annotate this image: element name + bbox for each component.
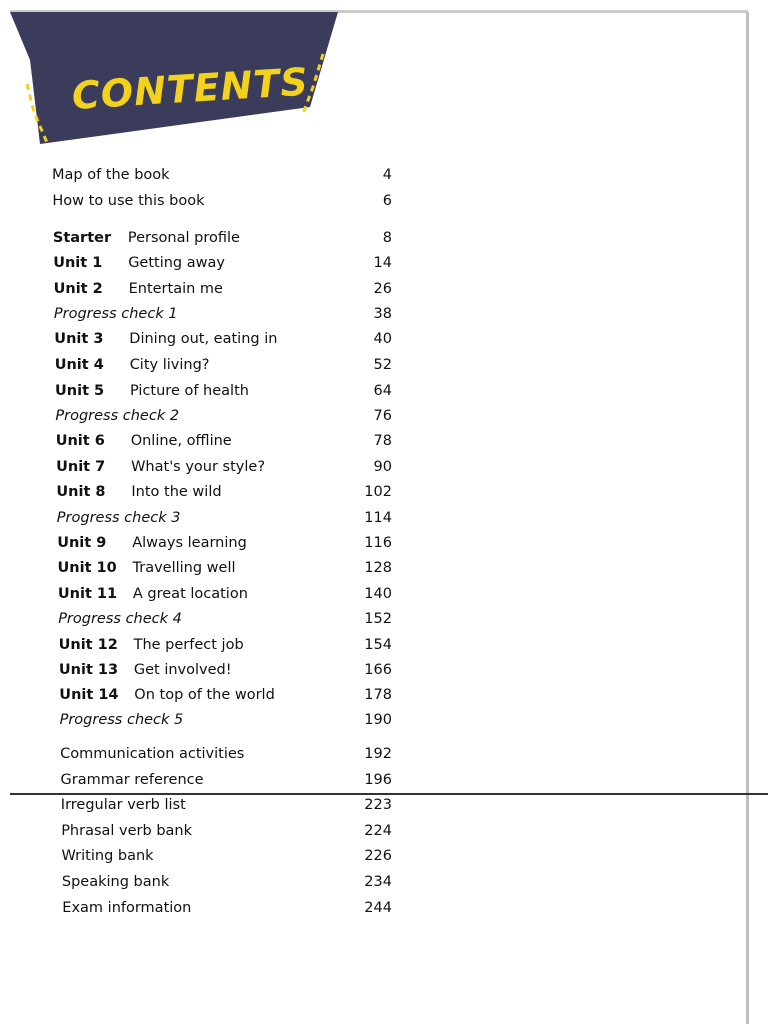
page-number: 38 — [373, 306, 392, 322]
page-number: 140 — [364, 586, 392, 602]
page-number: 26 — [373, 281, 392, 297]
toc-entry-unit-2 — [54, 278, 404, 300]
entry-title: Personal profile — [127, 230, 240, 246]
toc-entry-unit-1 — [53, 252, 403, 274]
page-number: 78 — [373, 433, 392, 449]
entry-title: Map of the book — [52, 167, 170, 183]
toc-entry-progress-check-3 — [57, 507, 407, 529]
page-number: 190 — [364, 712, 392, 728]
progress-check-title: Progress check 3 — [56, 510, 181, 526]
entry-title: Exam information — [62, 900, 192, 916]
toc-entry-unit-5 — [55, 380, 405, 402]
page-number: 223 — [364, 797, 392, 813]
unit-label: Unit 5 — [55, 383, 105, 399]
toc-entry-unit-10 — [58, 557, 408, 579]
toc-entry-phrasal-verb-bank — [61, 820, 411, 842]
toc-entry-exam-information — [62, 897, 412, 919]
toc-entry-unit-11 — [58, 583, 408, 605]
toc-entry-progress-check-4 — [58, 608, 408, 630]
entry-title: City living? — [129, 357, 210, 373]
unit-label: Unit 7 — [56, 459, 106, 475]
entry-title: A great location — [132, 586, 248, 602]
toc-entry-progress-check-2 — [55, 405, 405, 427]
page-number: 244 — [364, 900, 392, 916]
toc-entry-progress-check-1 — [54, 303, 404, 325]
page-number: 166 — [364, 662, 392, 678]
toc-entry-starter — [53, 227, 403, 249]
page-number: 128 — [364, 560, 392, 576]
unit-label: Unit 8 — [56, 484, 106, 500]
toc-entry-how-to-use-this-book — [52, 190, 402, 212]
toc-entry-unit-4 — [55, 354, 405, 376]
entry-title: Into the wild — [131, 484, 222, 500]
page-number: 6 — [382, 193, 392, 209]
toc-entry-unit-12 — [59, 634, 409, 656]
toc-entry-unit-3 — [54, 328, 404, 350]
unit-label: Unit 6 — [55, 433, 105, 449]
toc-entry-grammar-reference — [61, 769, 411, 791]
entry-title: Getting away — [128, 255, 225, 271]
toc-entry-irregular-verb-list — [61, 794, 411, 816]
contents-banner — [10, 12, 340, 152]
page-number: 226 — [364, 848, 392, 864]
entry-title: What's your style? — [131, 459, 266, 475]
entry-title: Writing bank — [61, 848, 154, 864]
toc-entry-unit-13 — [59, 659, 409, 681]
unit-label: Unit 4 — [54, 357, 104, 373]
scan-fold-line — [10, 793, 768, 795]
page-number: 64 — [373, 383, 392, 399]
page-number: 102 — [364, 484, 392, 500]
page-number: 224 — [364, 823, 392, 839]
unit-label: Unit 9 — [57, 535, 107, 551]
page-number: 234 — [364, 874, 392, 890]
entry-title: Dining out, eating in — [129, 331, 278, 347]
toc-entry-unit-8 — [56, 481, 406, 503]
page-number: 196 — [364, 772, 392, 788]
page-number: 76 — [373, 408, 392, 424]
toc-entry-progress-check-5 — [60, 709, 410, 731]
entry-title: Online, offline — [130, 433, 232, 449]
entry-title: How to use this book — [52, 193, 205, 209]
entry-title: Phrasal verb bank — [61, 823, 192, 839]
entry-title: Travelling well — [132, 560, 236, 576]
unit-label: Unit 3 — [54, 331, 104, 347]
page-number: 90 — [373, 459, 392, 475]
entry-title: Irregular verb list — [60, 797, 186, 813]
page-number: 40 — [373, 331, 392, 347]
entry-title: Entertain me — [128, 281, 223, 297]
unit-label: Unit 12 — [58, 637, 118, 653]
toc-entry-communication-activities — [60, 743, 410, 765]
page-number: 116 — [364, 535, 392, 551]
progress-check-title: Progress check 2 — [55, 408, 180, 424]
page-number: 14 — [373, 255, 392, 271]
page-number: 114 — [364, 510, 392, 526]
entry-title: On top of the world — [134, 687, 275, 703]
unit-label: Unit 1 — [53, 255, 103, 271]
entry-title: Get involved! — [133, 662, 232, 678]
page-number: 52 — [373, 357, 392, 373]
toc-entry-map-of-the-book — [52, 164, 402, 186]
entry-title: Grammar reference — [60, 772, 204, 788]
page-title: CONTENTS — [70, 59, 310, 118]
entry-title: Communication activities — [60, 746, 245, 762]
entry-title: Picture of health — [130, 383, 249, 399]
toc-entry-unit-14 — [59, 684, 409, 706]
unit-label: Unit 2 — [53, 281, 103, 297]
unit-label: Unit 14 — [59, 687, 119, 703]
unit-label: Starter — [52, 230, 112, 246]
unit-label: Unit 13 — [58, 662, 119, 678]
unit-label: Unit 11 — [57, 586, 118, 602]
entry-title: The perfect job — [133, 637, 244, 653]
page-number: 152 — [364, 611, 392, 627]
progress-check-title: Progress check 5 — [59, 712, 184, 728]
entry-title: Speaking bank — [61, 874, 170, 890]
page-right-edge — [746, 12, 749, 1024]
toc-entry-speaking-bank — [62, 871, 412, 893]
page-number: 192 — [364, 746, 392, 762]
page-number: 154 — [364, 637, 392, 653]
page-number: 8 — [382, 230, 392, 246]
toc-entry-unit-9 — [57, 532, 407, 554]
page-number: 178 — [364, 687, 392, 703]
unit-label: Unit 10 — [57, 560, 117, 576]
entry-title: Always learning — [132, 535, 247, 551]
toc-entry-unit-7 — [56, 456, 406, 478]
page-number: 4 — [382, 167, 392, 183]
toc-entry-writing-bank — [62, 845, 412, 867]
progress-check-title: Progress check 1 — [53, 306, 178, 322]
progress-check-title: Progress check 4 — [58, 611, 182, 627]
toc-entry-unit-6 — [56, 430, 406, 452]
